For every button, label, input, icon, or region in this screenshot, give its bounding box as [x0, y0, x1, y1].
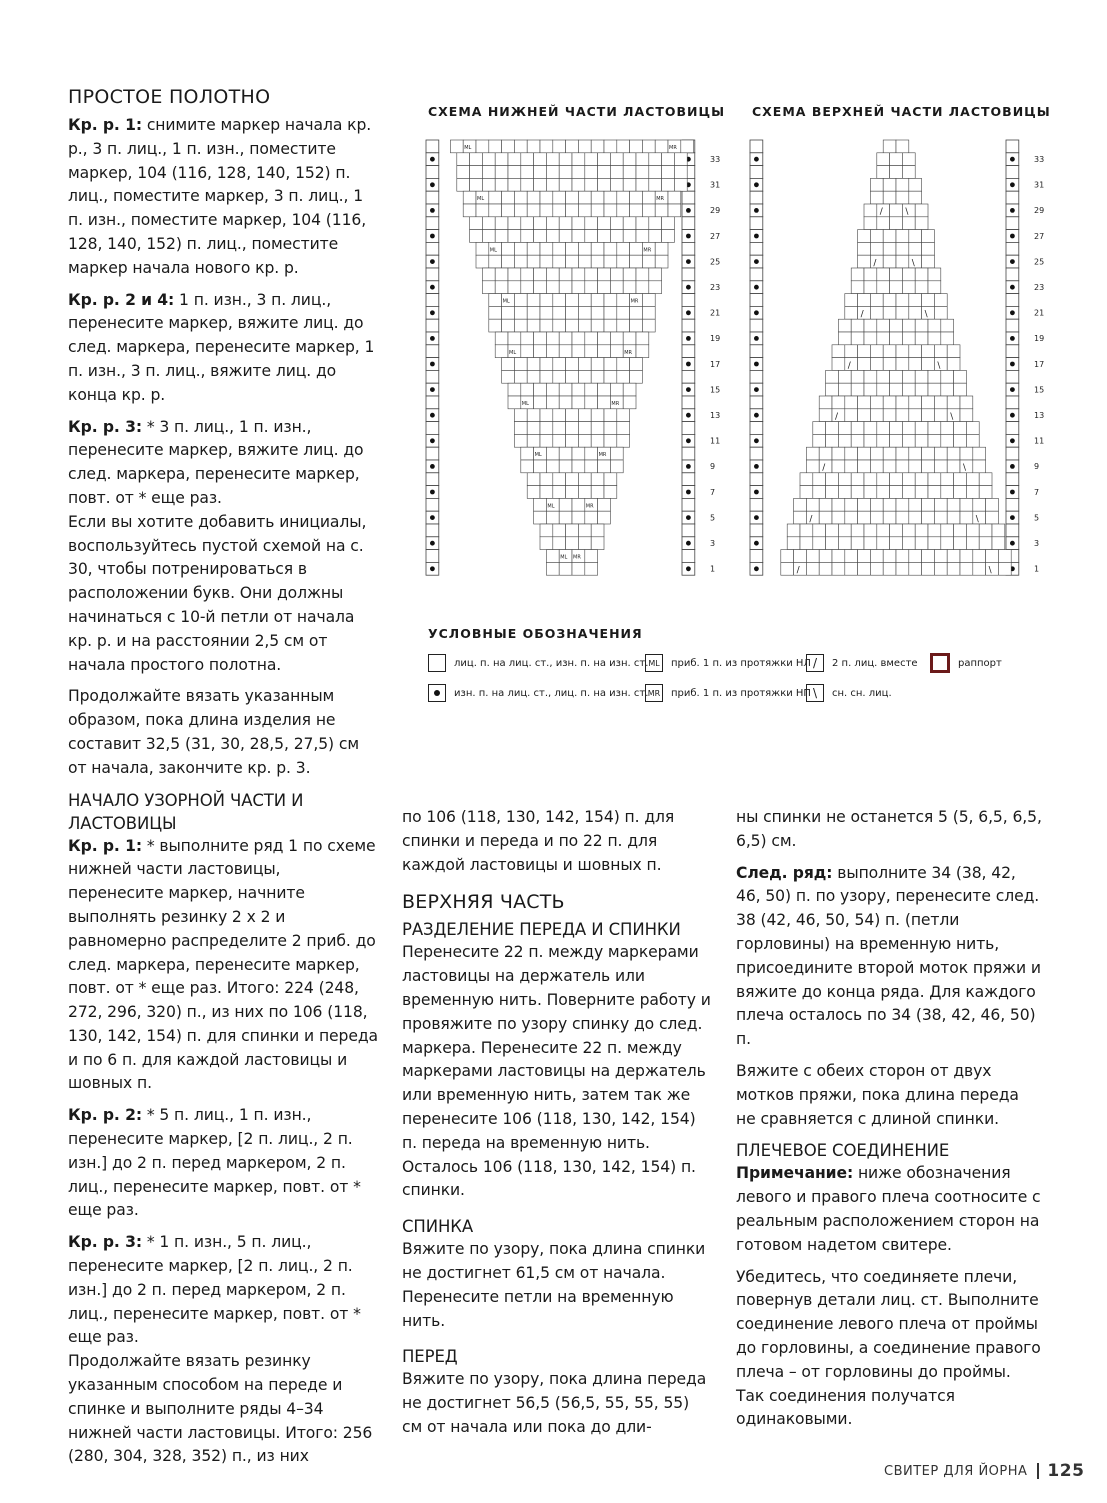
- decrease-glyph: /: [822, 463, 826, 474]
- stitch-glyph: MR: [585, 503, 594, 510]
- row-number: 23: [1034, 283, 1045, 293]
- stitch-glyph: MR: [630, 298, 639, 305]
- paragraph: Если вы хотите добавить инициалы, воспользуйтесь пустой схемой на с. 30, чтобы потренироваться в расположении букв. Они должны начинаться с 10-й петли от начала кр. р. и на расстоянии 2,5 см от начала простого полотна.: [68, 512, 367, 674]
- row-number: 31: [710, 180, 721, 190]
- legend-label: приб. 1 п. из протяжки НЛ: [671, 657, 811, 669]
- row-number: 21: [710, 308, 721, 318]
- stitch-glyph: ML: [502, 298, 510, 305]
- paragraph-text: ниже обозначения левого и правого плеча соотносите с реальным расположением сторон на готовом надетом свитере.: [736, 1164, 1041, 1254]
- row-number: 5: [1034, 513, 1040, 523]
- decrease-glyph: \: [988, 565, 992, 576]
- make-left-symbol-icon: ML: [645, 654, 663, 672]
- legend-item-knit: [428, 654, 648, 672]
- row-label: Кр. р. 3:: [68, 1233, 142, 1252]
- row-number: 19: [710, 334, 721, 344]
- decrease-glyph: \: [963, 463, 967, 474]
- paragraph: [68, 289, 380, 408]
- row-number: 15: [1034, 385, 1045, 395]
- row-number: 1: [710, 564, 716, 574]
- row-number: 7: [1034, 487, 1040, 497]
- stitch-glyph: MR: [573, 554, 581, 561]
- row-number: 33: [1034, 155, 1045, 165]
- section-title-upper-part: ВЕРХНЯЯ ЧАСТЬ: [402, 891, 565, 914]
- footer-title: СВИТЕР ДЛЯ ЙОРНА: [884, 1463, 1028, 1479]
- decrease-glyph: \: [911, 258, 915, 269]
- paragraph-text: * 3 п. лиц., 1 п. изн., перенесите маркер, вяжите лиц. до след. маркера, перенесите маркер, повт. от * еще раз.: [68, 417, 364, 507]
- legend-label: сн. сн. лиц.: [832, 687, 892, 699]
- row-number: 17: [1034, 359, 1045, 369]
- row-number: 11: [710, 436, 721, 446]
- paragraph: [68, 835, 380, 1097]
- paragraph-text: * 1 п. изн., 5 п. лиц., перенесите маркер, [2 п. лиц., 2 п. изн.] до 2 п. перед маркером, 2 п. лиц., перенесите маркер, повт. от * еще раз.: [68, 1233, 361, 1347]
- row-number: 15: [710, 385, 721, 395]
- page-footer: [884, 1461, 1084, 1481]
- row-number: 27: [1034, 231, 1045, 241]
- row-number: 7: [710, 487, 716, 497]
- row-label: Кр. р. 3:: [68, 417, 142, 436]
- decrease-glyph: /: [796, 565, 800, 576]
- column-right: [736, 806, 1042, 1440]
- stitch-glyph: ML: [547, 503, 555, 510]
- subsection-title-back: СПИНКА: [402, 1217, 474, 1237]
- row-number: 9: [710, 462, 716, 472]
- row-number: 13: [1034, 411, 1045, 421]
- paragraph: Убедитесь, что соединяете плечи, повернув детали лиц. ст. Выполните соединение левого плеча от проймы до горловины, а соединение правого плеча – от горловины до проймы. Так соединения получатся одинаковыми.: [736, 1267, 1041, 1429]
- paragraph-text: 1 п. изн., 3 п. лиц., перенесите маркер, вяжите лиц. до след. маркера, перенесите маркер, 1 п. изн., 3 п. лиц., вяжите лиц. до конца кр. р.: [68, 290, 375, 404]
- paragraph: Продолжайте вязать резинку указанным способом на переде и спинке и выполните ряды 4–34 нижней части ластовицы. Итого: 256 (280, 304, 328, 352) п., из них: [68, 1352, 373, 1466]
- row-label: Кр. р. 2:: [68, 1106, 142, 1125]
- paragraph: Вяжите по узору, пока длина переда не достигнет 56,5 (56,5, 55, 55, 55) см от начала или пока до дли-: [402, 1370, 707, 1436]
- paragraph-text: * 5 п. лиц., 1 п. изн., перенесите маркер, [2 п. лиц., 2 п. изн.] до 2 п. перед маркером, 2 п. лиц., перенесите маркер, повт. от * еще раз.: [68, 1106, 361, 1220]
- paragraph: [736, 1162, 1042, 1257]
- decrease-glyph: /: [847, 360, 851, 371]
- decrease-glyph: /: [873, 258, 877, 269]
- legend-item-mr: [645, 684, 811, 702]
- stitch-glyph: ML: [489, 247, 497, 254]
- ssk-symbol-icon: \: [806, 684, 824, 702]
- legend-label: 2 п. лиц. вместе: [832, 657, 918, 669]
- paragraph: Перенесите 22 п. между маркерами ластовицы на держатель или временную нить. Поверните работу и провяжите по узору спинку до след. маркера. Перенесите 22 п. между маркерами ластовицы на держатель или временную нить, затем так же перенесите 106 (118, 130, 142, 154) п. переда на временную нить. Осталось 106 (118, 130, 142, 154) п. спинки.: [402, 943, 711, 1200]
- legend-item-ssk: [806, 684, 892, 702]
- decrease-glyph: \: [905, 207, 909, 218]
- stitch-glyph: MR: [611, 400, 620, 407]
- paragraph: [68, 1231, 380, 1350]
- repeat-symbol-icon: [930, 653, 950, 673]
- row-number: 9: [1034, 462, 1040, 472]
- row-label: Кр. р. 1:: [68, 116, 142, 134]
- decrease-glyph: /: [809, 514, 813, 525]
- decrease-glyph: /: [835, 412, 839, 423]
- paragraph: [68, 114, 380, 281]
- row-number: 3: [710, 539, 716, 549]
- chart-title-lower: СХЕМА НИЖНЕЙ ЧАСТИ ЛАСТОВИЦЫ: [428, 104, 726, 119]
- row-label: След. ряд:: [736, 863, 833, 882]
- paragraph: Продолжайте вязать указанным образом, пока длина изделия не составит 32,5 (31, 30, 28,5, 27,5) см от начала, закончите кр. р. 3.: [68, 687, 359, 777]
- paragraph-text: * выполните ряд 1 по схеме нижней части ластовицы, перенесите маркер, начните выполнять резинку 2 х 2 и равномерно распределите 2 приб. до след. маркера, перенесите маркер, повт. от * еще раз. Итого: 224 (248, 272, 296, 320) п., из них по 106 (118, 130, 142, 154) п. для спинки и переда и по 6 п. для каждой ластовицы и шовных п.: [68, 836, 378, 1093]
- column-left: [68, 84, 380, 1477]
- legend-title: УСЛОВНЫЕ ОБОЗНАЧЕНИЯ: [428, 626, 643, 641]
- decrease-glyph: \: [950, 412, 954, 423]
- decrease-glyph: \: [924, 309, 928, 320]
- row-number: 29: [710, 206, 721, 216]
- row-number: 11: [1034, 436, 1045, 446]
- row-number: 31: [1034, 180, 1045, 190]
- subsection-title-shoulder: ПЛЕЧЕВОЕ СОЕДИНЕНИЕ: [736, 1141, 950, 1161]
- row-number: 27: [710, 231, 721, 241]
- row-label: Кр. р. 2 и 4:: [68, 290, 175, 309]
- footer-divider: [1037, 1463, 1039, 1479]
- stitch-glyph: ML: [509, 349, 517, 356]
- purl-symbol-icon: [428, 684, 446, 702]
- stitch-glyph: MR: [656, 196, 664, 203]
- paragraph: по 106 (118, 130, 142, 154) п. для спинки и переда и по 22 п. для каждой ластовицы и шовных п.: [402, 808, 675, 874]
- decrease-glyph: \: [937, 360, 941, 371]
- row-number: 5: [710, 513, 716, 523]
- paragraph: [68, 1104, 380, 1223]
- paragraph: [68, 416, 380, 511]
- row-number: 1: [1034, 564, 1040, 574]
- paragraph: ны спинки не останется 5 (5, 6,5, 6,5, 6,5) см.: [736, 808, 1042, 850]
- row-number: 29: [1034, 206, 1045, 216]
- paragraph: [736, 862, 1042, 1052]
- paragraph-text: снимите маркер начала кр. р., 3 п. лиц., 1 п. изн., поместите маркер, 104 (116, 128, 140, 152) п. лиц., поместите маркер, 3 п. лиц., 1 п. изн., поместите маркер, 104 (116, 128, 140, 152) п. лиц., поместите маркер начала нового кр. р.: [68, 116, 372, 277]
- row-number: 17: [710, 359, 721, 369]
- legend-item-ml: [645, 654, 811, 672]
- paragraph: Вяжите по узору, пока длина спинки не достигнет 61,5 см от начала. Перенесите петли на временную нить.: [402, 1240, 706, 1330]
- knit-symbol-icon: [428, 654, 446, 672]
- section-title-plain-fabric: ПРОСТОЕ ПОЛОТНО: [68, 86, 271, 108]
- legend-item-k2tog: [806, 654, 918, 672]
- decrease-glyph: /: [879, 207, 883, 218]
- paragraph: Вяжите с обеих сторон от двух мотков пряжи, пока длина переда не сравняется с длиной спинки.: [736, 1061, 1019, 1128]
- make-right-symbol-icon: MR: [645, 684, 663, 702]
- row-number: 33: [710, 155, 721, 165]
- stitch-glyph: MR: [669, 144, 677, 151]
- stitch-glyph: ML: [477, 196, 485, 203]
- stitch-glyph: ML: [534, 452, 542, 459]
- stitch-glyph: ML: [464, 144, 472, 151]
- legend-item-repeat: [930, 653, 1002, 673]
- lower-gusset-chart: [424, 136, 724, 574]
- chart-title-upper: СХЕМА ВЕРХНЕЙ ЧАСТИ ЛАСТОВИЦЫ: [752, 104, 1051, 119]
- subsection-title-pattern-start: НАЧАЛО УЗОРНОЙ ЧАСТИ И ЛАСТОВИЦЫ: [68, 790, 304, 833]
- stitch-glyph: ML: [521, 400, 529, 407]
- legend-label: приб. 1 п. из протяжки НП: [671, 687, 811, 699]
- stitch-glyph: MR: [598, 452, 607, 459]
- row-number: 25: [710, 257, 721, 267]
- subsection-title-front: ПЕРЕД: [402, 1347, 458, 1367]
- legend-label: раппорт: [958, 657, 1002, 669]
- row-number: 3: [1034, 539, 1040, 549]
- row-label: Кр. р. 1:: [68, 836, 142, 855]
- subsection-title-split: РАЗДЕЛЕНИЕ ПЕРЕДА И СПИНКИ: [402, 920, 681, 940]
- paragraph-text: выполните 34 (38, 42, 46, 50) п. по узору, перенесите след. 38 (42, 46, 50, 54) п. (петли горловины) на временную нить, присоедините второй моток пряжи и вяжите до конца ряда. Для каждого плеча осталось по 34 (38, 42, 46, 50) п.: [736, 863, 1041, 1049]
- legend-label: изн. п. на лиц. ст., лиц. п. на изн. ст.: [454, 687, 649, 699]
- stitch-glyph: MR: [624, 349, 632, 356]
- column-middle: [402, 806, 714, 1448]
- stitch-glyph: ML: [560, 554, 568, 561]
- k2tog-symbol-icon: /: [806, 654, 824, 672]
- row-number: 25: [1034, 257, 1045, 267]
- upper-gusset-chart: [748, 136, 1048, 576]
- row-number: 21: [1034, 308, 1045, 318]
- decrease-glyph: \: [975, 514, 979, 525]
- stitch-glyph: MR: [643, 247, 652, 254]
- row-number: 23: [710, 283, 721, 293]
- legend-item-purl: [428, 684, 648, 702]
- legend-label: лиц. п. на лиц. ст., изн. п. на изн. ст.: [454, 657, 649, 669]
- decrease-glyph: /: [860, 309, 864, 320]
- row-number: 19: [1034, 334, 1045, 344]
- row-label: Примечание:: [736, 1164, 854, 1183]
- page-number: 125: [1047, 1461, 1085, 1481]
- row-number: 13: [710, 411, 721, 421]
